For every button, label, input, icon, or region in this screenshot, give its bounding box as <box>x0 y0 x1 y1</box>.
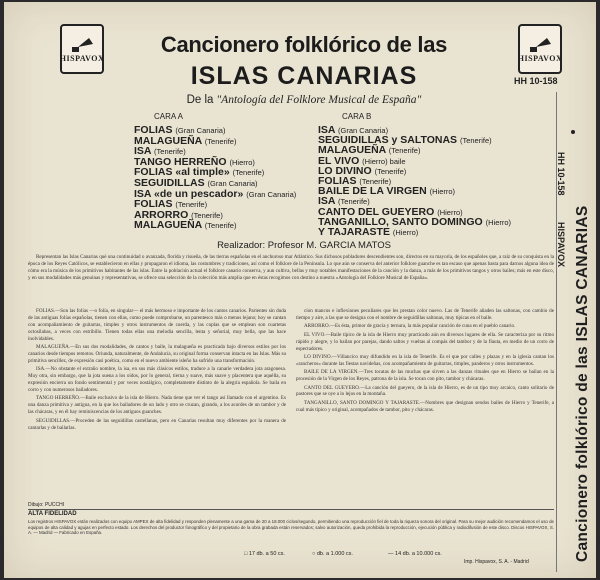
track-title: Y TAJARASTE <box>318 226 390 238</box>
illustration-credit: Dibujo: PUCCHI <box>28 502 65 508</box>
side-b-heading: CARA B <box>342 112 372 121</box>
spine-catalog: HH 10-158 <box>556 152 566 196</box>
right-text-column <box>296 308 554 500</box>
track-place: (Hierro) <box>485 217 512 227</box>
side-a-heading: CARA A <box>154 112 183 121</box>
track-place: (Gran Canaria) <box>338 126 389 135</box>
left-text-column <box>28 308 286 500</box>
track-place: (Tenerife) <box>459 136 492 146</box>
track-place: (Hierro) <box>392 228 419 237</box>
title-line-1: Cancionero folklórico de las <box>160 32 448 57</box>
intro-text <box>28 254 554 306</box>
text-paragraph: ARRORRO.—Es ésta, primor de gracia y ternura, la más popular canción de cuna en el pueblo canario. <box>304 323 516 330</box>
track-place: (Tenerife) <box>204 136 237 146</box>
text-paragraph: EL VIVO.—Baile típico de la isla de Hierro muy practicado aún en diversos lugares de ella. Se caracteriza por su ritmo rápido y alegre, y lo bailan por parejas, dando saltos y vueltas al compás del tambor y de la flauta, en medio de un corro de espectadores. <box>296 331 554 352</box>
text-paragraph: CANTO DEL GUEYERO.—La canción del gueyero, de la isla de Hierro, es de un tipo muy arcaico, canto solitario de pastores que se oye a lo lejos en la montaña. <box>296 384 554 398</box>
text-paragraph: TANGO HERREÑO.—Baile exclusivo de la isla de Hierro. Nada tiene que ver el tango así llamado con el argentino. Es una danza primitiva y antigua, en la que los bailadores de un lado y otro se cruzan, girando, a los acordes de un tambor y de las chácaras, y en él hay reminiscencias de los antiguos guanches. <box>28 395 286 416</box>
track-title: FOLIAS <box>134 124 173 136</box>
logo-label: HISPAVOX <box>517 53 563 63</box>
track-place: (Tenerife) <box>338 197 370 207</box>
track-title: CANTO DEL GUEYERO <box>318 205 435 218</box>
track-title: ISA <box>134 145 152 158</box>
track-title: FOLIAS <box>318 175 357 187</box>
subtitle <box>114 94 494 106</box>
track-title: MALAGUEÑA <box>134 219 202 232</box>
track-title: SEGUIDILLAS y SALTONAS <box>318 134 458 147</box>
spec-1: □ 17 db. a 50 cs. <box>244 551 285 557</box>
track-title: FOLIAS «al timple» <box>134 166 230 179</box>
gramophone-icon <box>527 36 553 54</box>
catalog-number: HH 10-158 <box>514 76 558 86</box>
footer-text: Los registros HISPAVOX están realizados con equipo AMPEX de alta fidelidad y responden plenamente a una gama de 20 a 18.000 ciclos/segundo, permitiendo una reproducción fiel de toda la riqueza sonora del original. Para su mejor audición recomendamos el uso de equipos de alta calidad y agujas en perfecto estado. Los derechos del productor fonográfico y del propietario de la obra grabada están reservados; salvo autorización, queda prohibida la reproducción, ejecución pública y radiodifusión de este disco. Discos HISPAVOX, S. A. — Madrid — Fabricado en España. <box>28 519 554 536</box>
spec-3: — 14 db. a 10.000 cs. <box>388 551 442 557</box>
track-place: (Hierro) baile <box>362 156 406 166</box>
track-place: (Tenerife) <box>175 200 208 210</box>
track-title: TANGO HERREÑO <box>134 155 227 168</box>
text-paragraph: FOLIAS.—Son las folías —o folía, en singular— el más hermoso e importante de los cantos canarios. Parientes sin duda de las antiguas folías españolas, tienen con ellas, como puede comprobarse, un parentesco más o menos lejano; hoy se cantan con acompañamiento de guitarras, timples y otros instrumentos de cuerda, y las coplas que se emplean son cuartetas octosílabas, a veces con estribillo. Tienen todas ellas una melodía sencilla, lenta y señorial, muy bella, que las hace inolvidables. <box>28 308 286 342</box>
track-place: (Tenerife) <box>191 210 223 220</box>
track-place: (Tenerife) <box>154 147 186 157</box>
footer-divider <box>28 509 554 510</box>
track-title: SEGUIDILLAS <box>134 177 205 189</box>
subtitle-anthology: "Antología del Folklore Musical de España" <box>216 94 422 106</box>
track-item <box>318 226 418 238</box>
track-title: ARRORRO <box>134 208 189 221</box>
intro-paragraph: Representan las Islas Canarias qué una continuidad o avanzada, florida y risueña, de las tierras españolas en el anchuroso mar Atlántico. Sus dichosos pobladores descendientes son, directos en su mayoría, de los españoles que, a raíz de su conquista en la época de los Reyes Católicos, se establecieron en ellas y propagaron el idioma, las costumbres y tradiciones, así como el folklore de la Península. Lo que aún se conserva del anterior folklore guanche es tan escaso que apenas basta para darnos alguna idea de cómo era la música de los primitivos habitantes de las islas. Entre la población actual el folklore canario conserva, y aun cultiva, bellas y muy notables manifestaciones de la canción y la danza, a más de los primitivos tangos y otros bailes; más en este disco, y en sus modalidades más genuinas y representativas, se ofrece una selección de la colección más amplia que en éstas recogimos con destino a nuestra «Antología del Folklore Musical de España». <box>28 254 554 281</box>
track-place: (Hierro) <box>437 207 463 217</box>
spec-2: ○ db. a 1.000 cs. <box>312 551 353 557</box>
track-place: (Tenerife) <box>388 146 421 156</box>
text-paragraph: LO DIVINO.—Villancico muy difundido en la isla de Tenerife. Es el que por calles y plazas y en la iglesia cantan los «rancheros» durante las fiestas navideñas, con acompañamiento de guitarras, timples, panderos y otros instrumentos. <box>296 353 554 367</box>
title-line-2: ISLAS CANARIAS <box>190 62 418 90</box>
spine-label: HISPAVOX <box>556 222 566 268</box>
track-title: LO DIVINO <box>318 164 372 177</box>
track-title: EL VIVO <box>318 154 360 167</box>
text-paragraph: BAILE DE LA VIRGEN.—Tres tocatas de las muchas que sirven a las danzas rituales que en Hierro se bailan en la procesión de la Virgen de los Reyes, patrona de la isla. Se tocan con pito, tambor y chácaras. <box>296 369 554 383</box>
track-item <box>134 219 236 231</box>
track-place: (Gran Canaria) <box>175 126 226 135</box>
track-place: (Tenerife) <box>232 168 265 178</box>
track-place: (Tenerife) <box>359 177 392 186</box>
track-place: (Hierro) <box>229 157 255 167</box>
text-paragraph: MALAGUEÑA.—En sus dos modalidades, de cantos y baile, la malagueña es practicada bajo diversos estilos por los canarios desde tiempos remotos. Oriunda, naturalmente, de Andalucía, su original forma conservan intacta en las Islas. Más su primitiva sencillez, de expresión casi poética, como en el nuevo ambiente isleño ha sufrido una transformación. <box>28 344 286 364</box>
track-place: (Gran Canaria) <box>246 189 297 199</box>
text-paragraph: SEGUIDILLAS.—Proceden de las seguidillas castellanas, pero en Canarias resultan muy diferentes por la manera de cantarlas y de bailarlas. <box>28 417 286 431</box>
track-title: MALAGUEÑA <box>134 134 202 147</box>
text-paragraph: TANGANILLO, SANTO DOMINGO Y TAJARASTE.—Nombres que designan sendos bailes de Hierro y Tenerife, a cual más típico y original, acompañados de tambor, pito y chácaras. <box>296 399 554 413</box>
footer-heading: ALTA FIDELIDAD <box>28 511 77 517</box>
text-paragraph: cíon mancos e inflexiones peculiares que les prestan color nuevo. Las de Tenerife añaden las saltonas, con cambio de tiempo y aire, a las que se designa con el nombre de seguidillas saltonas, muy típicas en el baile. <box>296 308 554 321</box>
track-title: MALAGUEÑA <box>318 144 386 157</box>
subtitle-prefix: De la <box>186 94 214 106</box>
text-paragraph: ISA.—No obstante el extraño nombre, la isa, en sus más clásicos estilos, traduce a la canarie verdadera jota aragonesa. Muy otra, sin embargo, que la jota suena a los oídos, por lo general, tierna y suave, más suave y placentera que aquélla, su expresión encierra un fondo sentimental y por veces nostálgico, completamente distinto de la alegría española. Se baila en corro y con numerosos bailadores. <box>28 366 286 393</box>
printer-credit: Imp. Hispavox, S. A. - Madrid <box>464 559 529 565</box>
track-place: (Hierro) <box>429 187 456 197</box>
track-place: (Tenerife) <box>204 221 237 231</box>
gramophone-icon <box>69 36 95 54</box>
spine-dot <box>571 130 575 134</box>
track-title: TANGANILLO, SANTO DOMINGO <box>318 215 483 228</box>
track-title: ISA <box>318 124 336 136</box>
track-title: BAILE DE LA VIRGEN <box>318 185 427 198</box>
spine-title: Cancionero folklórico de las ISLAS CANARIAS <box>574 205 591 562</box>
spine <box>556 92 591 572</box>
director-credit: Realizador: Profesor M. GARCIA MATOS <box>217 240 391 251</box>
hispavox-logo-right <box>518 24 562 74</box>
record-sleeve-back <box>4 2 596 578</box>
logo-label: HISPAVOX <box>59 53 105 63</box>
track-title: FOLIAS <box>134 198 173 211</box>
track-title: ISA «de un pescador» <box>134 187 244 200</box>
hispavox-logo-left <box>60 24 104 74</box>
track-title: ISA <box>318 195 336 208</box>
track-place: (Gran Canaria) <box>207 179 258 188</box>
track-place: (Tenerife) <box>374 166 407 176</box>
